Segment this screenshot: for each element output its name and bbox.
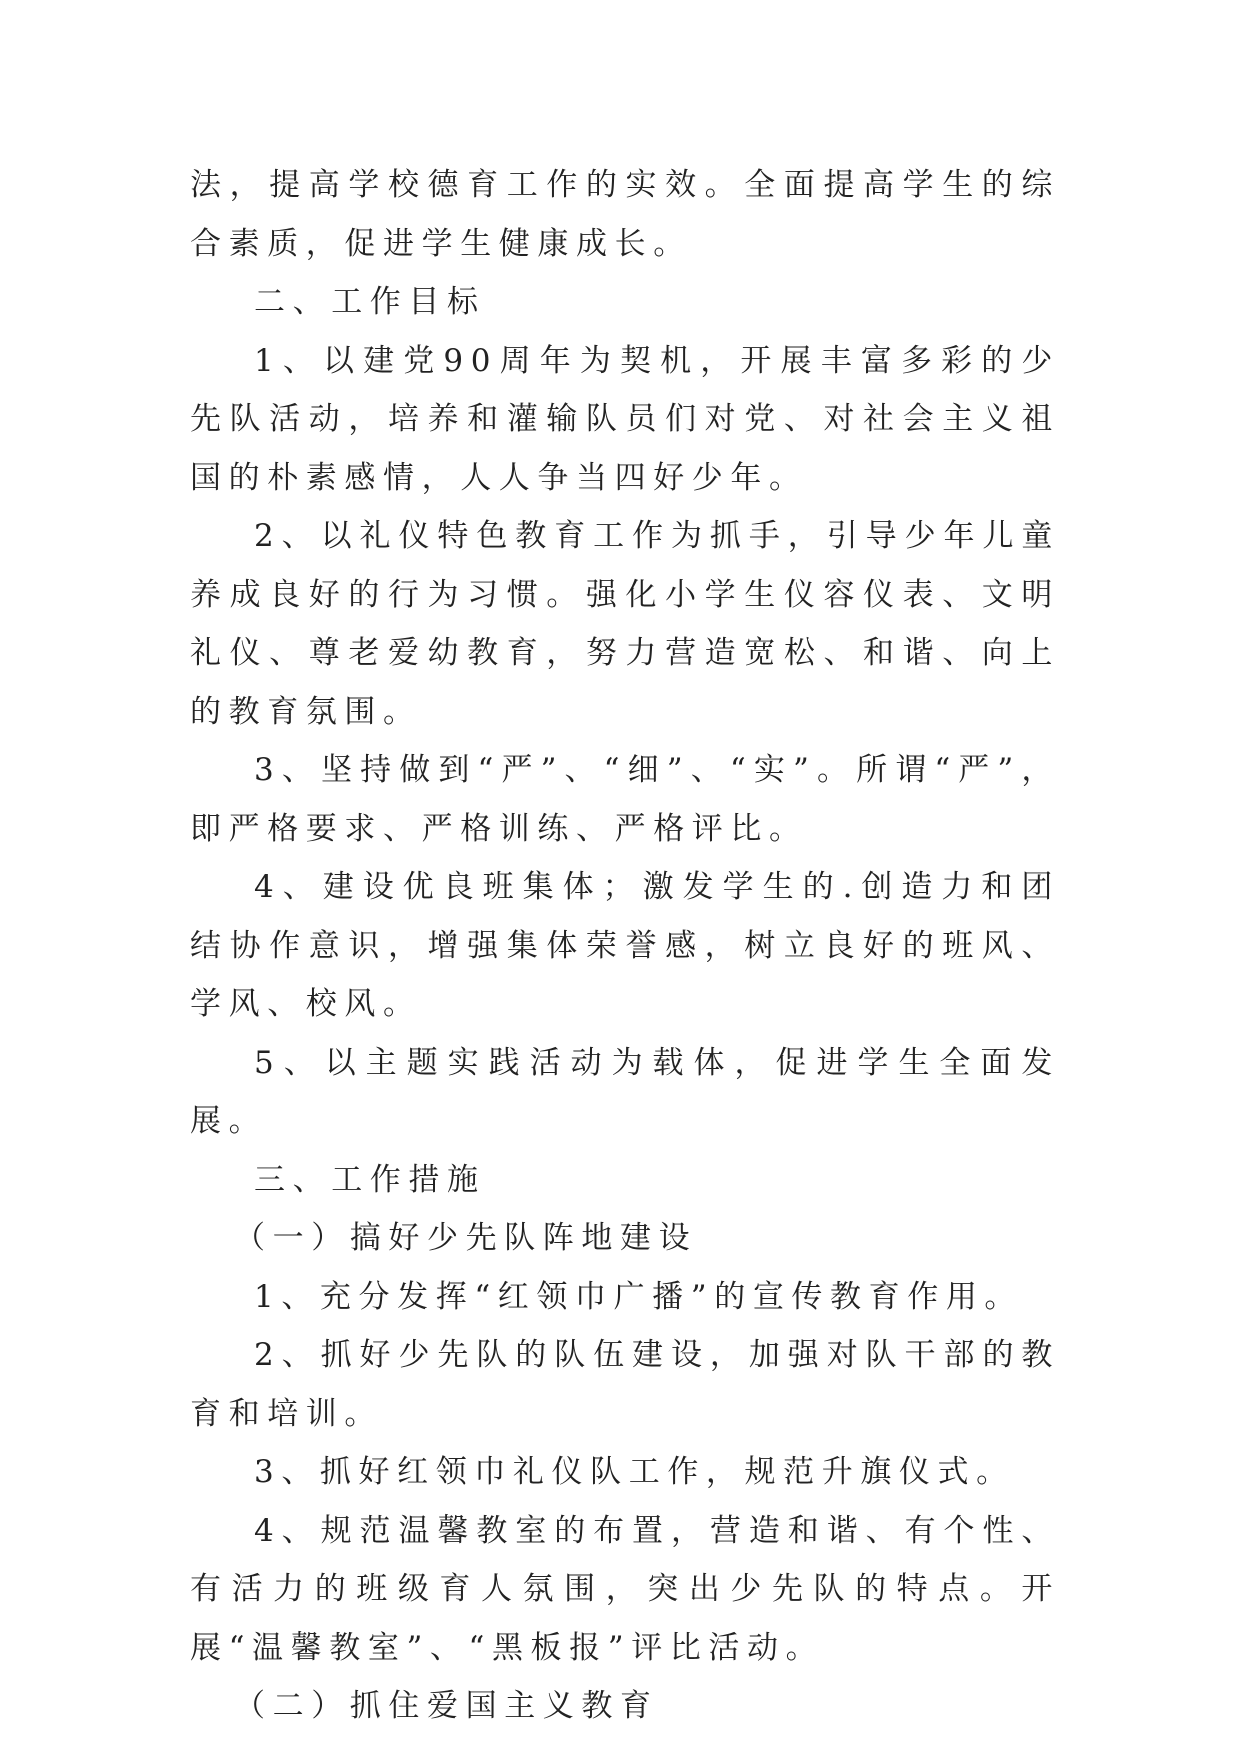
- goal-item-3: 3、坚持做到“严”、“细”、“实”。所谓“严”，即严格要求、严格训练、严格评比。: [190, 752, 1060, 847]
- goal-item-1: 1、以建党90周年为契机，开展丰富多彩的少先队活动，培养和灌输队员们对党、对社会主义祖国的朴素感情，人人争当四好少年。: [190, 342, 1060, 496]
- document-body: [190, 156, 1060, 1736]
- goal-item-5: 5、以主题实践活动为载体，促进学生全面发展。: [190, 1044, 1060, 1139]
- paragraph-intro-continuation: 法，提高学校德育工作的实效。全面提高学生的综合素质，促进学生健康成长。: [190, 167, 1060, 262]
- measure-item-3: 3、抓好红领巾礼仪队工作，规范升旗仪式。: [254, 1454, 1015, 1490]
- measure-item-1: 1、充分发挥“红领巾广播”的宣传教育作用。: [254, 1278, 1024, 1315]
- measure-item-2: 2、抓好少先队的队伍建设，加强对队干部的教育和培训。: [190, 1337, 1060, 1432]
- section-heading-work-measures: 三、工作措施: [254, 1161, 486, 1198]
- goal-item-2: 2、以礼仪特色教育工作为抓手，引导少年儿童养成良好的行为习惯。强化小学生仪容仪表、文明礼仪、尊老爱幼教育，努力营造宽松、和谐、向上的教育氛围。: [190, 518, 1060, 730]
- subsection-heading-1: （一）搞好少先队阵地建设: [234, 1220, 698, 1256]
- section-heading-work-goals: 二、工作目标: [254, 284, 486, 320]
- measure-item-4: 4、规范温馨教室的布置，营造和谐、有个性、有活力的班级育人氛围，突出少先队的特点。开展“温馨教室”、“黑板报”评比活动。: [190, 1512, 1060, 1666]
- goal-item-4: 4、建设优良班集体；激发学生的.创造力和团结协作意识，增强集体荣誉感，树立良好的班风、学风、校风。: [190, 869, 1060, 1022]
- subsection-heading-2: （二）抓住爱国主义教育: [234, 1688, 659, 1724]
